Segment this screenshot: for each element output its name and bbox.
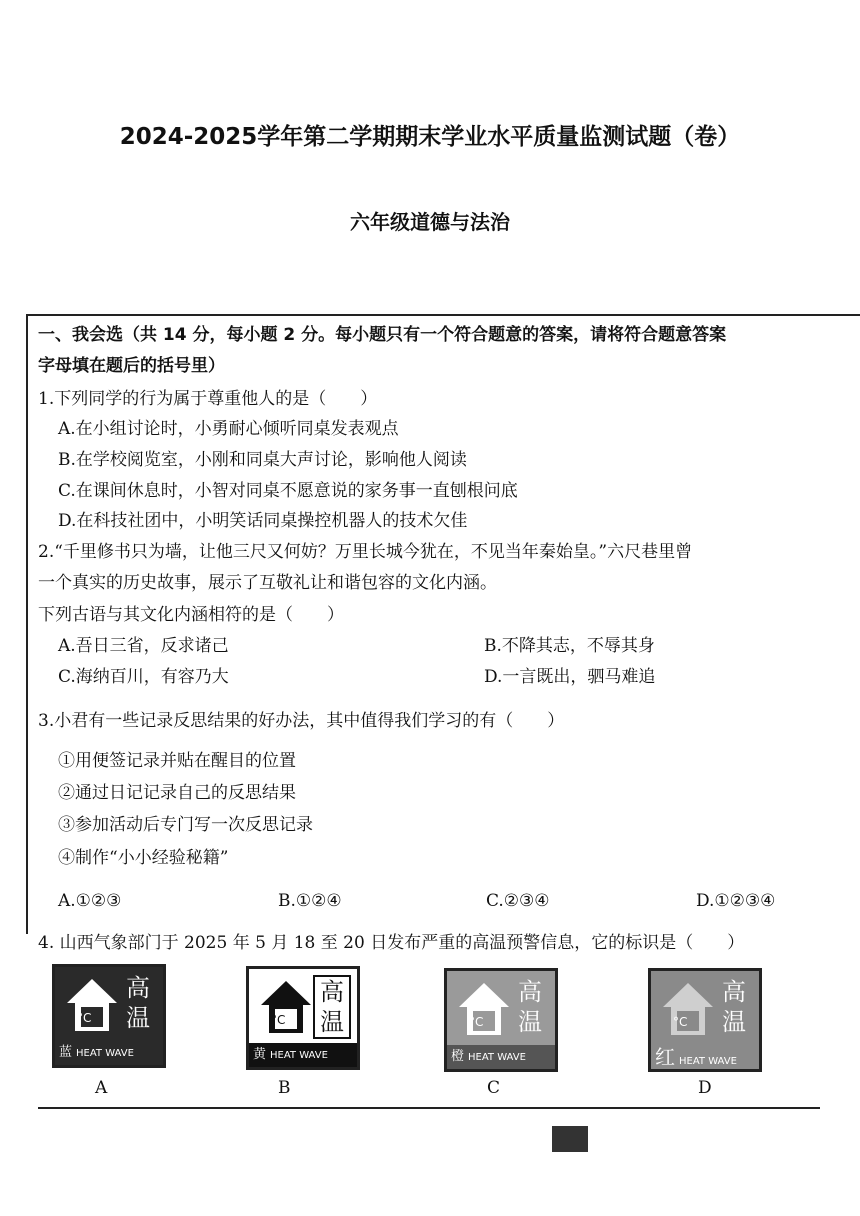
degree-label: °C [673, 1015, 688, 1029]
sign-level: 黄 [253, 1047, 267, 1062]
question-3-item-3: ③参加活动后专门写一次反思记录 [58, 815, 313, 835]
question-1-option-a: A.在小组讨论时，小勇耐心倾听同桌发表观点 [58, 419, 399, 439]
question-4-stem: 4. 山西气象部门于 2025 年 5 月 18 至 20 日发布严重的高温预警信息，它的标识是（ ） [38, 933, 745, 953]
sign-label-b: B [278, 1078, 291, 1098]
question-3-option-d: D.①②③④ [696, 891, 776, 911]
sign-char-temp: 温 [518, 1008, 542, 1036]
question-2-option-a: A.吾日三省，反求诸己 [58, 636, 229, 656]
question-3-item-1: ①用便签记录并贴在醒目的位置 [58, 751, 296, 771]
sign-level: 红 [655, 1045, 675, 1069]
heat-warning-signs [0, 962, 860, 1072]
sign-text: HEAT WAVE [270, 1050, 328, 1061]
question-3-item-2: ②通过日记记录自己的反思结果 [58, 783, 296, 803]
sign-char-temp: 温 [722, 1008, 746, 1036]
sign-bottom-bar [55, 1041, 163, 1065]
sign-chars [715, 977, 753, 1041]
question-2-option-d: D.一言既出，驷马难追 [484, 667, 656, 687]
frame-left-border [26, 314, 28, 934]
question-3-stem: 3.小君有一些记录反思结果的好办法，其中值得我们学习的有（ ） [38, 711, 565, 731]
sign-chars [313, 975, 351, 1039]
question-2-option-b: B.不降其志，不辱其身 [484, 636, 655, 656]
frame-top-border [26, 314, 860, 316]
sign-text: HEAT WAVE [468, 1052, 526, 1063]
bottom-rule [38, 1107, 820, 1109]
sign-char-temp: 温 [126, 1004, 150, 1032]
exam-subject: 六年级道德与法治 [350, 210, 510, 234]
question-2-stem-line3: 下列古语与其文化内涵相符的是（ ） [38, 605, 344, 625]
heat-wave-sign-d [648, 968, 762, 1072]
exam-title: 2024-2025学年第二学期期末学业水平质量监测试题（卷） [119, 124, 741, 150]
sign-label-c: C [487, 1078, 501, 1098]
question-1-option-d: D.在科技社团中，小明笑话同桌操控机器人的技术欠佳 [58, 511, 468, 531]
house-thermometer-icon [455, 979, 513, 1039]
sign-chars [119, 973, 157, 1037]
question-3-option-c: C.②③④ [486, 891, 550, 911]
sign-char-high: 高 [722, 978, 746, 1006]
sign-char-high: 高 [320, 978, 344, 1006]
degree-label: °C [271, 1013, 286, 1027]
degree-label: °C [469, 1015, 484, 1029]
house-thermometer-icon [659, 979, 717, 1039]
sign-text: HEAT WAVE [76, 1048, 134, 1059]
heat-wave-sign-c [444, 968, 558, 1072]
sign-chars [511, 977, 549, 1041]
sign-label-a: A [95, 1078, 108, 1098]
question-2-stem-line2: 一个真实的历史故事，展示了互敬礼让和谐包容的文化内涵。 [38, 573, 497, 593]
degree-label: °C [77, 1011, 92, 1025]
question-3-item-4: ④制作“小小经验秘籍” [58, 848, 229, 868]
page-number-mark [552, 1126, 588, 1152]
heat-wave-sign-b [246, 966, 360, 1070]
sign-bottom-bar [447, 1045, 555, 1069]
sign-level: 蓝 [59, 1045, 73, 1060]
question-3-option-b: B.①②④ [278, 891, 342, 911]
sign-bottom-bar [249, 1043, 357, 1067]
section-heading-line1: 一、我会选（共 14 分，每小题 2 分。每小题只有一个符合题意的答案，请将符合题意答案 [38, 325, 727, 345]
section-heading-line2: 字母填在题后的括号里） [38, 356, 225, 376]
question-2-stem-line1: 2.“千里修书只为墙，让他三尺又何妨？万里长城今犹在，不见当年秦始皇。”六尺巷里曾 [38, 542, 693, 562]
sign-bottom-bar [651, 1045, 759, 1069]
sign-label-d: D [698, 1078, 712, 1098]
sign-char-high: 高 [518, 978, 542, 1006]
sign-level: 橙 [451, 1049, 465, 1064]
sign-char-high: 高 [126, 974, 150, 1002]
question-1-option-b: B.在学校阅览室，小刚和同桌大声讨论，影响他人阅读 [58, 450, 467, 470]
question-2-option-c: C.海纳百川，有容乃大 [58, 667, 229, 687]
sign-char-temp: 温 [320, 1008, 344, 1036]
sign-text: HEAT WAVE [679, 1056, 737, 1067]
house-thermometer-icon [63, 975, 121, 1035]
heat-wave-sign-a [52, 964, 166, 1068]
question-1-stem: 1.下列同学的行为属于尊重他人的是（ ） [38, 389, 378, 409]
house-thermometer-icon [257, 977, 315, 1037]
question-1-option-c: C.在课间休息时，小智对同桌不愿意说的家务事一直刨根问底 [58, 481, 518, 501]
question-3-option-a: A.①②③ [58, 891, 122, 911]
